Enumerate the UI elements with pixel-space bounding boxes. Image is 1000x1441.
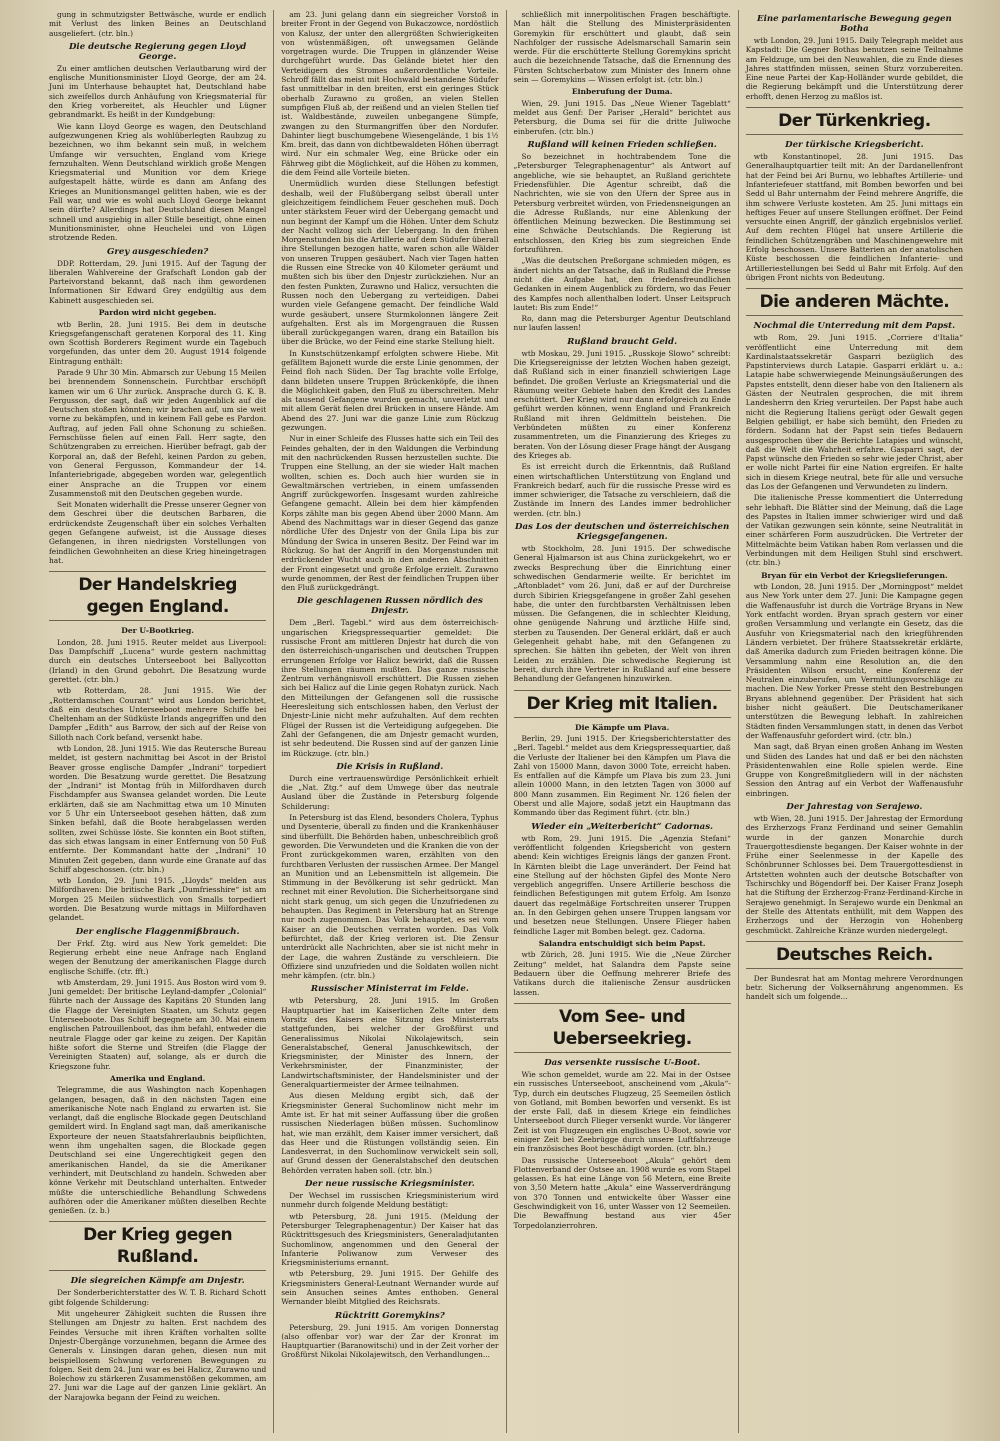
article-paragraph: Der Sonderberichterstatter des W. T. B. Richard Schott gibt folgende Schilderung: (49, 1288, 267, 1307)
article-paragraph: Der Wechsel im russischen Kriegsministerium wird nunmehr durch folgende Meldung bestätigt: (281, 1191, 499, 1210)
article-paragraph: Unermüdlich wurden diese Stellungen befestigt deshalb, weil der Flußübergang selbst überall unter gleichzeitigem feindlichem Feuer geschehen muß. Doch unter stärkstem Feuer wird der Uebergang gemacht und nun beginnt der Kampf um die Höhen. Unter dem Schutz der Nacht vollzog sich der Uebergang. In den frühen Morgenstunden bis die Artillerie auf dem Südufer überall ihre Stellungen bezogen hatte, waren schon alle Wälder von unseren Truppen gesäubert. Nach vier Tagen hatten die Russen eine Strecke von 40 Kilometer geräumt und mußten sich bis über den Dnjestr zurückziehen. Nur an den festen Punkten, Zurawno und Halicz, versuchten die Russen noch den Uebergang zu verteidigen. Dabei wurden viele Gefangene gemacht. Der feindliche Wald wurde gesäubert, unsere Sturmkolonnen längere Zeit aufgehalten. Erst als im Morgengrauen die Russen überall zurückgegangen waren, drang ein Bataillon bis über die Brücke, wo der Feind eine starke Stellung hielt. (281, 179, 499, 347)
article-headline: Nochmal die Unterredung mit dem Papst. (753, 321, 956, 332)
article-paragraph: Das russische Unterseeboot „Akula“ gehört dem Flottenverband der Ostsee an. 1908 wurde es vom Stapel gelassen. Es hat eine Länge von 56 Metern, eine Breite von 3,50 Metern hatte „Akula“ eine Wasserverdrängung von 370 Tonnen und entwickelte über Wasser eine Geschwindigkeit von 16, unter Wasser von 12 Seemeilen. Die Bewaffnung bestand aus vier 45er Torpedolanzierrohren. (513, 1155, 731, 1230)
column-1 (42, 10, 274, 1433)
article-paragraph: am 23. Juni gelang dann ein siegreicher Vorstoß in breiter Front in der Gegend von Bukaczowce, nordöstlich von Kalusz, der unter den allergrößten Schwierigkeiten von wüstenmäßigen, oft unwegsamen Gelände vorgetragen wurde. Die Truppen in glänzender Weise durchgeführt wurde. Das Gelände bietet hier den Verteidigern des Stromes außerordentliche Vorteile. Schroff fällt das meist mit Hochwald bestandene Südufer fast unmittelbar in den breiten, erst ein geringes Stück oberhalb Zurawno zu großen, an vielen Stellen sumpfigen Fluß ab, der reißend und an vielen Stellen tief ist. Waldbestände, zuweilen unbegangene Sümpfe, zwangen zu den Sturmangriffen über den Nordufer. Dahinter liegt buschumgebene Wiesengelände, 1 bis 1½ Km. breit, das dann von dichtbewaldeten Höhen überragt wird. Nur ein schmaler Weg, eine Brücke oder ein Fährweg gibt die Möglichkeit, auf die Höhen zu kommen, die dem Feind alle Vorteile bieten. (281, 10, 499, 178)
article-paragraph: wtb Petersburg, 28. Juni 1915. Im Großen Hauptquartier hat im Kaiserlichen Zelte unter dem Vorsitz des Kaisers eine Sitzung des Ministerrats stattgefunden, bei welcher der Großfürst und Generalissimus Nikolai Nikolajewitsch, sein Generalstabschef, General Januschkewitsch, der Kriegsminister, der Minister des Innern, der Verkehrsminister, der Finanzminister, der Landwirtschaftsminister, der Handelsminister und der Generalquartiermeister der Armee teilnahmen. (281, 996, 499, 1090)
article-subheadline: Die Kämpfe um Plava. (575, 722, 670, 732)
section-heading: Der Handelskrieg gegen England. (49, 571, 266, 621)
article-paragraph: Ro, dann mag die Petersburger Agentur Deutschland nur laufen lassen! (513, 314, 731, 333)
article-subheadline: Bryan für ein Verbot der Kriegslieferungen. (761, 570, 948, 580)
article-paragraph: wtb Wien, 28. Juni 1915. Der Jahrestag der Ermordung des Erzherzogs Franz Ferdinand und seiner Gemahlin wurde in der ganzen Monarchie durch Trauergottesdienste begangen. Der Kaiser wohnte in der Frühe einer Seelenmesse in der Kapelle des Schönbrunner Schlosses bei. Dem Trauergottesdienst in Artstetten wohnten auch der deutsche Botschafter von Tschirschky und Bögendorff bei. Der Kaiser Franz Joseph hat die Stiftung der Erzherzog-Franz-Ferdinand-Kirche in Serajewo genehmigt. In Serajewo wurde ein Denkmal an der Stelle des Attentats enthüllt, mit dem Wappen des Erzherzogs und der Herzogin von Hohenberg geschmückt. Zahlreiche Kränze wurden niedergelegt. (745, 813, 963, 935)
article-paragraph: DDP. Rotterdam, 29. Juni 1915. Auf der Tagung der liberalen Wahlvereine der Grafschaft London gab der Parteivorstand bekannt, daß nach ihm gewordenen Informationen Sir Edward Grey endgültig aus dem Kabinett ausgeschieden sei. (49, 258, 267, 305)
article-paragraph: Wie kann Lloyd George es wagen, den Deutschland aufgezwungenen Krieg als wohlüberlegten Raubzug zu bezeichnen, wo ihm bekannt sein muß, in welchem Umfange wir versuchten, England vom Kriege fernzuhalten. Wenn Deutschland wirklich große Mengen Kriegsmaterial und Munition vor dem Kriege aufgestapelt hätte, würde es dann am Anfang des Krieges an Munitionsmangel gelitten haben, wie es der Fall war, und wie es wohl auch Lloyd George bekannt sein dürfte? Allerdings hat Deutschland diesen Mangel schnell und ausgiebig in aller Stille beseitigt, ohne einen Munitionsminister, ohne Heuchelei und von Lügen strotzende Reden. (49, 121, 267, 243)
article-paragraph: wtb London, 28. Juni 1915. Wie das Reutersche Bureau meldet, ist gestern nachmittag bei Ascot in der Bristol Beaver grosse englische Dampfer „Indrani“ torpediert worden. Die Besatzung wurde gerettet. Die Besatzung der „Indrani“ ist Montag früh in Milfordhaven durch Fischdampfer aus Swansea gelandet worden. Die Leute erklärten, daß sie am Nachmittag etwa um 10 Minuten vor 5 Uhr ein Unterseeboot gesehen hätten, daß zum Sinken befahl, daß die Boote herabgelassen werden sollten, zwei Schüsse löste. Sie konnten ein Boot stiften, das sich etwas langsam in einer Entfernung von 50 Fuß entfernte. Der Kommandant hatte der „Indrani“ 10 Minuten Zeit gegeben, dann wurde eine Granate auf das Schiff abgeschossen. (ctr. bln.) (49, 744, 267, 874)
article-paragraph: Berlin, 29. Juni 1915. Der Kriegsberichterstatter des „Berl. Tagebl.“ meldet aus dem Kriegspressequartier, daß die Verluste der Italiener bei den Kämpfen um Plava die Zahl von 15000 Mann, davon 3000 Tote, erreicht haben. Es entfallen auf die Kämpfe um Plava bis zum 23. Juni allein 10000 Mann, in den letzten Tagen von 3000 auf 800 Mann zusammen. Ein Regiment Nr. 126 fielen der Oberst und alle Majore, sodaß jetzt ein Hauptmann das Kommando über das Regiment führt. (ctr. bln.) (513, 734, 731, 818)
article-paragraph: Nur in einer Schleife des Flusses hatte sich ein Teil des Feindes gehalten, der in den Waldungen die Verbindung mit den nachrückenden Russen herzustellen suchte. Die Truppen eine Stellung, an der sie wieder Halt machen wollten, schien es. Doch auch hier wurden sie in Gewaltmärschen vertrieben, in einem umfassenden Angriff zurückgeworfen. Insgesamt wurden zahlreiche Gefangene gemacht. Allein bei dem hier kämpfenden Korps zählte man bis gegen Abend über 2000 Mann. Am Abend des Nachmittags war in dieser Gegend das ganze nördliche Ufer des Dnjestr von der Gnila Lipa bis zur Mündung der Swica in unseren Besitz. Der Feind war im Rückzug. So hat der Angriff in den Morgenstunden mit erdrückender Wucht auch in den anderen Abschnitten der Front eingesetzt und große Erfolge erzielt. Zurawno wurde genommen, der Rest der feindlichen Truppen über den Fluß zurückgedrängt. (281, 434, 499, 593)
article-paragraph: wtb Zürich, 28. Juni 1915. Wie die „Neue Zürcher Zeitung“ meldet, hat Salandra dem Papste seine Bedauern über die Oeffnung mehrerer Briefe des Vatikans durch die italienische Zensur ausdrücken lassen. (513, 950, 731, 997)
article-paragraph: Der Bundesrat hat am Montag mehrere Verordnungen betr. Sicherung der Volksernährung angenommen. Es handelt sich um folgende... (745, 973, 963, 1002)
article-headline: Die Krisis in Rußland. (336, 761, 444, 772)
article-paragraph: wtb Moskau, 29. Juni 1915. „Russkoje Slowo“ schreibt: Die Kriegsereignisse der letzten Wochen haben gezeigt, daß Rußland sich in einer finanziell schwierigen Lage befindet. Die großen Verluste an Kriegsmaterial und die Räumung weiter Gebiete haben den Kredit des Landes erschüttert. Der Krieg wird nur dann erfolgreich zu Ende geführt werden können, wenn England und Frankreich Rußland mit ihren Geldmitteln beistehen. Die Verbündeten müßten zu einer Konferenz zusammentreten, um die Finanzierung des Krieges zu beraten. Von der Lösung dieser Frage hängt der Ausgang des Krieges ab. (513, 348, 731, 460)
article-paragraph: In Petersburg ist das Elend, besonders Cholera, Typhus und Dysenterie, überall zu finden und die Krankenhäuser sind überfüllt. Die Behörden haben, unbeschreiblich groß geworden. Die Verwundeten und die Kranken die von der Front zurückgekommen waren, erzählten von den furchtbaren Verlusten der russischen Armee. Der Mangel an Munition und an Lebensmitteln ist allgemein. Die Stimmung in der Bevölkerung ist sehr gedrückt. Man rechnet mit einer Revolution. Die Sicherheitsorgane sind nicht stark genug, um sich gegen die Unzufriedenen zu behaupten. Das Regiment in Petersburg hat an Strenge nur noch zugenommen. Das Volk behauptet, es sei vom Kaiser an die Deutschen verraten worden. Das Volk befürchtet, daß der Krieg verloren ist. Die Zensur unterdrückt alle Nachrichten, aber sie ist nicht mehr in der Lage, die wahren Zustände zu verschleiern. Die Offiziere sind unzufrieden und die Soldaten wollen nicht mehr kämpfen. (ctr. bln.) (281, 813, 499, 981)
article-paragraph: Seit Monaten widerhallt die Presse unserer Gegner von dem Geschrei über die deutschen Barbaren, die erdrückendste Zeugenschaft über ein solches Verhalten gegen Gefangene aufweist, ist die Aussage dieses Gefangenen, in ihren niedrigsten Vorstellungen von feindlichen Gewohnheiten an diese Krieg hineingetragen hat. (49, 500, 267, 565)
article-headline: Grey ausgeschieden? (106, 246, 209, 257)
article-headline: Der englische Flaggenmißbrauch. (75, 926, 240, 937)
article-headline: Wieder ein „Weiterbericht“ Cadornas. (531, 821, 714, 832)
article-headline: Das Los der deutschen und österreichischen Kriegsgefangenen. (515, 522, 730, 543)
article-subheadline: Pardon wird nicht gegeben. (98, 308, 217, 318)
article-paragraph: Zu einer amtlichen deutschen Verlautbarung wird der englische Munitionsminister Lloyd George, der am 24. Juni im Unterhause behauptet hat, Deutschland habe sich zweifellos durch Anhäufung von Kriegsmaterial für den Krieg vorbereitet, als Heuchler und Lügner gebrandmarkt. Es heißt in der Kundgebung: (49, 63, 267, 120)
article-paragraph: In Kunstschützenkampf erfolgten schwere Hiebe. Mit gefälltem Bajonett wurde die erste Linie genommen, der Feind floh nach Süden. Der Tag brachte volle Erfolge, dann bildeten unsere Truppen Brückenköpfe, die ihnen die Möglichkeit gaben, den Fluß zu überschreiten. Mehr als tausend Gefangene wurden gemacht, unverletzt und mit allem Gerät fielen drei Brücken in unsere Hände. Am Abend des 27. Juni war die ganze Linie zum Rückzug gezwungen. (281, 348, 499, 433)
section-heading: Der Türkenkrieg. (746, 107, 963, 135)
article-paragraph: Durch eine vertrauenswürdige Persönlichkeit erhielt die „Nat. Ztg.“ auf dem Umwege über das neutrale Ausland über die Zustände in Petersburg folgende Schilderung: (281, 773, 499, 811)
article-paragraph: Es ist erreicht durch die Erkenntnis, daß Rußland einen wirtschaftlichen Unterstützung von England und Frankreich bedarf, auch für die russische Presse wird es immer schwieriger, die Tatsache zu verschleiern, daß die Zustände im Innern des Landes immer bedrohlicher werden. (ctr. bln.) (513, 462, 731, 518)
article-paragraph: wtb Rotterdam, 28. Juni 1915. Wie der „Rotterdamschen Courant“ wird aus London berichtet, daß ein deutsches Unterseeboot mehrere Schiffe bei Cheltenham an der Südküste Irlands angegriffen und den Dampfer „Edith“ aus Barrow, der sich auf der Reise von Silloth nach Cork befand, versenkt habe. (49, 686, 267, 742)
article-paragraph: Mit ungeheurer Zähigkeit suchten die Russen ihre Stellungen am Dnjestr zu halten. Erst nachdem des Feindes Versuche mit ihren Kräften vorhalten sollte Dnjestr-Übergänge vorzunehmen, begann die Armee des Generals v. Linsingen daran gehen, diesen nun mit beispiellosem Schwung verlorenen Bewegungen zu folgen. Seit dem 24. Juni war es bei Halicz, Zurawno und Bolechow zu stärkeren Zusammenstößen gekommen, am 27. Juni war die Lage auf der ganzen Linie geklärt. An der Narajowka begann der Feind zu weichen. (49, 1309, 267, 1402)
article-paragraph: Dem „Berl. Tagebl.“ wird aus dem österreichisch-ungarischen Kriegspressequartier gemeldet: Die russische Front am mittleren Dnjestr hat durch die von den österreichisch-ungarischen und deutschen Truppen errungenen Erfolge vor Halicz bewirkt, daß die Russen ihre Stellungen räumen mußten. Das ganze russische Zentrum verhängnisvoll erschüttert. Die Russen ziehen sich bei Halicz auf die Linie gegen Rohatyn zurück. Nach den Mitteilungen der Gefangenen soll die russische Heeresleitung sich entschlossen haben, den Verlust der Dnjestr-Linie nicht mehr aufzuhalten. Auf dem rechten Flügel der Russen ist die Verteidigung aufgegeben. Die Zahl der Gefangenen, die am Dnjestr gemacht wurden, ist sehr bedeutend. Die Russen sind auf der ganzen Linie im Rückzuge. (ctr. bln.) (281, 618, 499, 758)
article-paragraph: Der Frkf. Ztg. wird aus New York gemeldet: Die Regierung erhebt eine neue Anfrage nach England wegen der Benutzung der amerikanischen Flagge durch englische Schiffe. (ctr. fft.) (49, 938, 267, 976)
article-paragraph: Aus diesen Meldung ergibt sich, daß der Kriegsminister General Suchomlinow nicht mehr im Amte ist. Er hat mit seiner Auffassung über die großen russischen Niederlagen büßen müssen. Suchomlinow hat, wie man erzählt, dem Kaiser immer versichert, daß das Heer und die Rüstungen vollständig seien. Ein Landesverrat, in den Suchomlinow verwickelt sein soll, auf Grund dessen der Generalstabschef den deutschen Behörden verraten haben soll. (ctr. bln.) (281, 1091, 499, 1175)
article-paragraph: Telegramme, die aus Washington nach Kopenhagen gelangen, besagen, daß in den nächsten Tagen eine amerikanische Note nach England zu erwarten ist. Sie verlangt, daß die englische Blockade gegen Deutschland gemildert wird. In England sagt man, daß amerikanische Exporteure der neuen Staatsfahrerlaubnis beipflichten, wenn ihm ungehalten sagen, die Blockade gegen Deutschland sei eine Ungerechtigkeit gegen den amerikanischen Handel, da sie die Amerikaner verhindert, mit Deutschland zu handeln. Schweden aber könne Verkehr mit Deutschland unterhalten. Entweder müßte die unterschiedliche Behandlung Schwedens aufhören oder die Amerikaner müßten dieselben Rechte genießen. (z. b.) (49, 1085, 267, 1216)
article-subheadline: Einberufung der Duma. (571, 87, 673, 97)
article-headline: Die deutsche Regierung gegen Lloyd George. (68, 41, 247, 62)
article-paragraph: Petersburg, 29. Juni 1915. Am vorigen Donnerstag (also offenbar vor) war der Zar der Kronrat im Hauptquartier (Baranowitschi) und in der Zeit vorher der Großfürst Nikolai Nikolajewitsch, den Verhandlungen... (281, 1322, 499, 1360)
article-paragraph: Wie schon gemeldet, wurde am 22. Mai in der Ostsee ein russisches Unterseeboot, anscheinend vom „Akula“-Typ, durch ein deutsches Flugzeug, 25 Seemeilen östlich von Gotland, mit Bomben beworfen und versenkt. Es ist der erste Fall, daß in diesem Kriege ein feindliches Unterseeboot durch Flieger versenkt wurde. Vor längerer Zeit ist von Flugzeugen ein englisches U-Boot, sowie vor einiger Zeit bei Zeebrügge durch unsere Luftfahrzeuge ein französisches Boot beschädigt worden. (ctr. bln.) (513, 1069, 731, 1154)
column-3 (507, 10, 739, 1433)
article-headline: Rußland braucht Geld. (567, 336, 678, 347)
article-paragraph: wtb Petersburg, 29. Juni 1915. Der Gehilfe des Kriegsministers General-Leutnant Wernander wurde auf sein Ansuchen seines Amtes enthoben. General Wernander bleibt Mitglied des Reichsrats. (281, 1269, 499, 1307)
article-subheadline: Salandra entschuldigt sich beim Papst. (538, 938, 706, 948)
article-headline: Der neue russische Kriegsminister. (304, 1179, 475, 1190)
article-headline: Russischer Ministerrat im Felde. (310, 984, 469, 995)
article-paragraph: wtb Amsterdam, 29. Juni 1915. Aus Boston wird vom 9. Juni gemeldet: Der britische Leyland-dampfer „Colonial“ führte nach der Aussage des Kapitäns 20 Stunden lang die Flagge der Vereinigten Staaten, um Schutz gegen Unterseeboote. Das Schiff begegnete am 30. Mai einem englischen Patrouillenboot, das ihm befahl, entweder die neutrale Flagge oder gar keine zu zeigen. Der Kapitän hißte sofort die Sterne und Streifen (die Flagge der Vereinigten Staaten) auf, solange, als er durch die Kriegszone fuhr. (49, 977, 267, 1071)
column-2 (274, 10, 506, 1433)
article-headline: Rücktritt Goremykins? (334, 1310, 445, 1321)
section-heading: Deutsches Reich. (746, 941, 963, 969)
article-paragraph: wtb Konstantinopel, 28. Juni 1915. Das Generalhauptquartier teilt mit: An der Dardanellenfront hat der Feind bei Ari Burnu, wo lebhaftes Artillerie- und Infanteriefeuer stattfand, mit Bomben beworfen und bei Sedd ul Bahr unternahm der Feind mehrere Angriffe, die ihm schwere Verluste kosteten. Am 25. Juni mittags ein heftiges Feuer auf unsere Stellungen eröffnet. Der Feind versuchte einen Angriff, der gänzlich ergebnislos verlief. Auf dem rechten Flügel hat unsere Artillerie die feindlichen Schützengräben und Maschinengewehre mit Erfolg beschossen. Unsere Batterien an der anatolischen Küste beschossen die feindlichen Infanterie- und Artilleriestellungen bei Sedd ul Bahr mit Erfolg. Auf den übrigen Front nichts von Bedeutung. (745, 152, 963, 282)
article-paragraph: So bezeichnet in hochtrabendem Tone die „Petersburger Telegraphenagentur“ als Antwort auf angebliche, wie sie behauptet, an Rußland gerichtete Friedensfühler. Die Agentur schreibt, daß die Nachrichten, wie sie von den Ufern der Spree aus in Petersburg verbreitet würden, von Friedensneigungen an die Adresse Rußlands, nur eine Ablenkung der öffentlichen Meinung bezwecken. Die Bestimmung sei eine Schwäche Deutschlands. Die Regierung ist entschlossen, den Krieg bis zum siegreichen Ende fortzuführen. (513, 152, 731, 255)
article-paragraph: wtb London, 28. Juni 1915. Der „Morningpost“ meldet aus New York unter dem 27. Juni: Die Kampagne gegen die Waffenausfuhr ist durch die Vorträge Bryans in New York entfacht worden. Bryan sprach gestern vor einer großen Versammlung und verlangte ein Gesetz, das die Ausfuhr von Kriegsmaterial nach den kriegführenden Ländern verbietet. Der frühere Staatssekretär erklärte, daß Amerika dadurch zum Frieden beitragen könne. Die Versammlung nahm eine Resolution an, die den Präsidenten Wilson ersucht, eine Konferenz der Neutralen einzuberufen, um Vermittlungsvorschläge zu machen. Die New Yorker Presse steht den Bestrebungen Bryans ablehnend gegenüber. Der Präsident hat sich bisher nicht geäußert. Die Deutschamerikaner unterstützen die Bewegung lebhaft. In zahlreichen Städten finden Versammlungen statt, in denen das Verbot der Waffenausfuhr gefordert wird. (ctr. bln.) (745, 582, 963, 740)
article-paragraph: Wien, 29. Juni 1915. Das „Neue Wiener Tageblatt“ meldet aus Genf: Der Pariser „Herald“ berichtet aus Petersburg, die Duma sei für die dritte Juliwoche einberufen. (ctr. bln.) (513, 98, 731, 136)
article-paragraph: wtb London, 29. Juni 1915. „Lloyds“ melden aus Milfordhaven: Die britische Bark „Dumfriesshire“ ist am Morgen 25 Meilen südwestlich von Smalls torpediert worden. Die Besatzung wurde mittags in Milfordhaven gelandet. (49, 876, 267, 923)
section-heading: Der Krieg gegen Rußland. (49, 1221, 266, 1271)
article-paragraph: „Was die deutschen Preßorgane schmieden mögen, es ändert nichts an der Tatsache, daß in Rußland die Presse nicht die Aufgabe hat, den friedensfreundlichen Gedanken in einem Augenblick zu fördern, wo das Feuer des Kampfes noch allenthalben lodert. Unser Leitspruch lautet: Bis zum Ende!“ (513, 256, 731, 312)
article-paragraph: wtb Stockholm, 28. Juni 1915. Der schwedische General Hjalmarson ist aus China zurückgekehrt, wo er zwecks Besprechung über die Einrichtung einer schwedischen Gendarmerie weilte. Er berichtet im „Aftonbladet“ vom 26. Juni, daß er auf der Durchreise durch Sibirien Kriegsgefangene in großer Zahl gesehen habe, die unter den furchtbarsten Verhältnissen leben müssen. Die Gefangenen, die in schlechter Kleidung, ohne genügende Nahrung und ärztliche Hilfe sind, sterben zu Tausenden. Der General erklärt, daß er auch Gelegenheit gehabt habe, mit den Gefangenen zu sprechen. Sie hätten ihn gebeten, der Welt von ihren Leiden zu erzählen. Die schwedische Regierung ist bereit, durch ihre Vertreter in Rußland auf eine bessere Behandlung der Gefangenen hinzuwirken. (513, 544, 731, 684)
article-paragraph: schließlich mit innerpolitischen Fragen beschäftigte. Man hält die Stellung des Ministerpräsidenten Goremykin für erschüttert und glaubt, daß sein Nachfolger der russische Adelsmarschall Samarin sein werde. Für die erschütterte Stellung Goremykins spricht auch die bezeichnende Tatsache, daß die Ernennung des Fürsten Schtscherbatow zum Minister des Innern ohne sein — Goremykins — Wissen erfolgt ist. (ctr. bln.) (513, 10, 731, 85)
columns (42, 10, 970, 1433)
article-subheadline: Amerika und England. (109, 1073, 206, 1083)
article-paragraph: wtb Petersburg, 28. Juni 1915. (Meldung der Petersburger Telegraphenagentur.) Der Kaiser hat das Rücktrittsgesuch des Kriegsministers, Generaladjutanten Suchomlinow, angenommen und den General der Infanterie Poliwanow zum Verweser des Kriegsministeriums ernannt. (281, 1211, 499, 1268)
article-subheadline: Der U-Bootkrieg. (121, 626, 194, 636)
article-paragraph: wtb Rom, 29. Juni 1915. Die „Agenzia Stefani“ veröffentlicht folgenden Kriegsbericht von gestern abend: Kein wichtiges Ereignis längs der ganzen Front. In Kärnten bleibt die Lage unverändert. Der Feind hat eine Stellung auf der höchsten Gipfel des Monte Nero vergeblich angegriffen. Unsere Artillerie beschoss die feindlichen Befestigungen mit gutem Erfolg. Am Isonzo dauert das regelmäßige Fortschreiten unserer Truppen an. In den Gebirgen gehen unsere Truppen langsam vor und besetzen neue Stellungen. Unsere Flieger haben feindliche Lager mit Bomben belegt. gez. Cadorna. (513, 833, 731, 936)
article-paragraph: Man sagt, daß Bryan einen großen Anhang im Westen und Süden des Landes hat und daß er bei den nächsten Präsidentenwahlen eine Rolle spielen werde. Eine Gruppe von Kongreßmitgliedern will in der nächsten Session den Antrag auf ein Verbot der Waffenausfuhr einbringen. (745, 742, 963, 798)
article-paragraph: wtb Berlin, 28. Juni 1915. Bei dem in deutsche Kriegsgefangenschaft geratenen Korporal des 11. King own Scottish Borderers Regiment wurde ein Tagebuch vorgefunden, das unter dem 20. August 1914 folgende Eintragung enthält: (49, 319, 267, 366)
article-headline: Das versenkte russische U-Boot. (544, 1057, 701, 1068)
article-headline: Die geschlagenen Russen nördlich des Dnjestr. (296, 596, 483, 617)
section-heading: Die anderen Mächte. (746, 288, 963, 316)
article-headline: Der Jahrestag von Serajewo. (786, 801, 923, 812)
article-paragraph: gung in schmutzigster Bettwäsche, wurde er endlich mit Verlust des linken Beines an Deutschland ausgeliefert. (ctr. bln.) (49, 10, 267, 38)
article-headline: Der türkische Kriegsbericht. (785, 140, 924, 151)
article-paragraph: Die italienische Presse kommentiert die Unterredung sehr lebhaft. Die Blätter sind der Meinung, daß die Lage des Papstes in Italien immer schwieriger wird und daß der Vatikan gezwungen sein könnte, seine Neutralität in einer schärferen Form auszudrücken. Die Vertreter der Mittelmächte beim Vatikan haben Rom verlassen und die Verbindungen mit dem Heiligen Stuhl sind erschwert. (ctr. bln.) (745, 493, 963, 568)
article-paragraph: Parade 9 Uhr 30 Min. Abmarsch zur Uebung 15 Meilen bei brennendem Sonnenschein. Furchtbar erschöpft kamen wir um 6 Uhr zurück. Ansprache durch G. K. B. Fergusson, der sagt, daß wir jeden Augenblick auf die Deutschen stoßen könnten; wir brachen auf, um sie weit vorne zu bekämpfen, und in keinem Fall gebe es Pardon. Auftrag, auf jeden Fall ohne Schonung zu schießen. Fernschüsse fielen auf einen Fall. Herr sagte, den Schützengraben zu erreichen. Hierüber befragt, gab der Korporal an, daß der Befehl, keinen Pardon zu geben, von General Fergusson, Kommandeur der 14. Infanteriebrigade, abgegeben worden war, gelegentlich einer Ansprache an die Truppen vor einem Zusammenstoß mit den Deutschen gegeben wurde. (49, 368, 267, 498)
article-paragraph: London, 28. Juni 1915. Reuter meldet aus Liverpool: Das Dampfschiff „Lucena“ wurde gestern nachmittag durch ein deutsches Unterseeboot bei Ballycotton (Irland) in den Grund gebohrt. Die Besatzung wurde gerettet. (ctr. bln.) (49, 637, 267, 684)
article-paragraph: wtb Rom, 29. Juni 1915. „Corriere d'Italia“ veröffentlicht eine Unterredung mit dem Kardinalstaatssekretär Gasparri bezüglich des Papstinterviews durch Latapie. Gasparri erklärt u. a.: Latapie habe schwerwiegende Meinungsäußerungen des Papstes entstellt, denn dieser habe von den Italienern als Gästen der Neutralen gesprochen, die mit ihrem Landesherrn den Krieg verurteilen. Der Papst habe auch nicht die Regierung Italiens gerügt oder Gewalt gegen Belgien gebilligt, er habe sich bemüht, den Frieden zu fördern. Sodann hat der Papst sein tiefes Bedauern ausgesprochen über die Berichte Latapies und wünscht, daß die Welt die Wahrheit erfahre. Gasparri sagt, der Papst wünsche den Frieden so sehr wie jeder Christ, aber er wolle nicht Partei für eine Nation ergreifen. Er halte sich in diesem Kriege neutral, bete für alle und versuche das Los der Gefangenen und Verwundeten zu lindern. (745, 333, 964, 491)
section-heading: Vom See- und Ueberseekrieg. (514, 1003, 731, 1053)
article-headline: Eine parlamentarische Bewegung gegen Botha (757, 14, 952, 34)
article-headline: Rußland will keinen Frieden schließen. (527, 140, 717, 151)
article-paragraph: wtb London, 29. Juni 1915. Daily Telegraph meldet aus Kapstadt: Die Gegner Bothas benutzen seine Teilnahme am Feldzuge, um bei den Neuwahlen, die zu Ende dieses Jahres stattfinden müssen, seinen Sturz vorzubereiten. Eine neue Partei der Kap-Holländer wurde gebildet, die die Regierung bekämpft und die Unterstützung derer erhofft, denen Herzog zu maßlos ist. (745, 36, 963, 101)
article-headline: Die siegreichen Kämpfe am Dnjestr. (70, 1276, 245, 1287)
column-4 (739, 10, 970, 1433)
section-heading: Der Krieg mit Italien. (514, 690, 731, 718)
